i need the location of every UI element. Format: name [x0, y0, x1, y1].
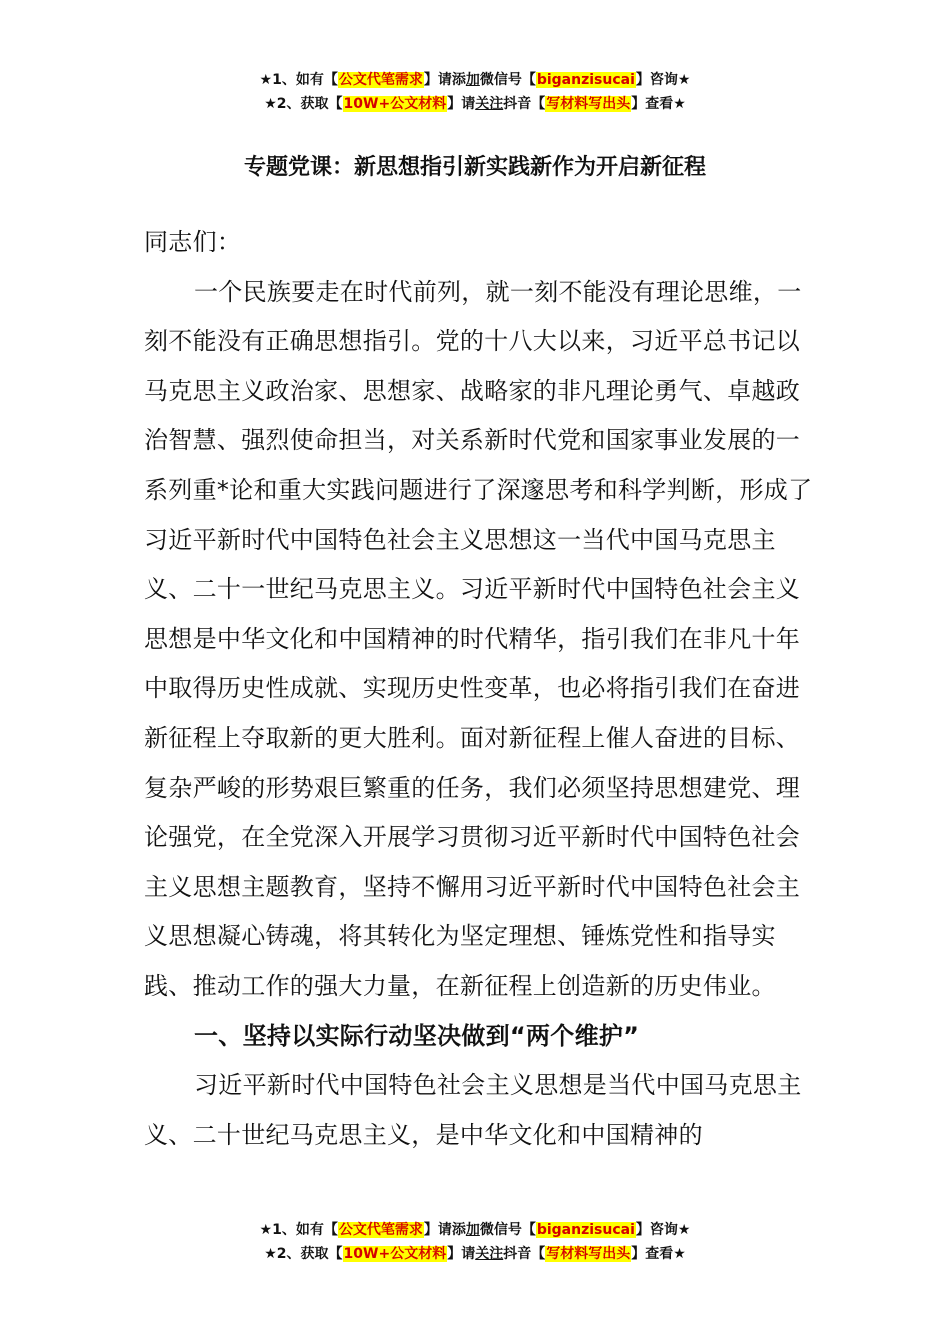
banner-line-1: ★1、如有【公文代笔需求】请添加微信号【biganzisucai】咨询★ — [259, 1222, 691, 1238]
banner-line-1: ★1、如有【公文代笔需求】请添加微信号【biganzisucai】咨询★ — [259, 72, 691, 88]
highlight-douyin: 写材料写出头 — [546, 1246, 631, 1262]
header-banner — [0, 68, 950, 116]
star-icon: ★ — [259, 72, 273, 88]
paragraph: 一个民族要走在时代前列，就一刻不能没有理论思维，一刻不能没有正确思想指引。党的十八大以来，习近平总书记以马克思主义政治家、思想家、战略家的非凡理论勇气、卓越政治智慧、强烈使命担当，对关系新时代党和国家事业发展的一系列重*论和重大实践问题进行了深邃思考和科学判断，形成了习近平新时代中国特色社会主义思想这一当代中国马克思主义、二十一世纪马克思主义。习近平新时代中国特色社会主义思想是中华文化和中国精神的时代精华，指引我们在非凡十年中取得历史性成就、实现历史性变革，也必将指引我们在奋进新征程上夺取新的更大胜利。面对新征程上催人奋进的目标、复杂严峻的形势艰巨繁重的任务，我们必须坚持思想建党、理论强党，在全党深入开展学习贯彻习近平新时代中国特色社会主义思想主题教育，坚持不懈用习近平新时代中国特色社会主义思想凝心铸魂，将其转化为坚定理想、锤炼党性和指导实践、推动工作的强大力量，在新征程上创造新的历史伟业。 — [144, 277, 813, 1000]
highlight-service: 公文代笔需求 — [338, 72, 423, 88]
banner-line-2: ★2、获取【10W+公文材料】请关注抖音【写材料写出头】查看★ — [264, 96, 686, 112]
document-title: 专题党课：新思想指引新实践新作为开启新征程 — [243, 155, 706, 180]
section-heading: 一、坚持以实际行动坚决做到“两个维护” — [194, 1021, 640, 1050]
salutation: 同志们： — [144, 228, 242, 256]
highlight-materials: 10W+公文材料 — [343, 1246, 447, 1262]
footer-banner — [0, 1218, 950, 1266]
highlight-materials: 10W+公文材料 — [343, 96, 447, 112]
star-icon: ★ — [259, 1222, 273, 1238]
document-body — [144, 218, 814, 1160]
highlight-service: 公文代笔需求 — [338, 1222, 423, 1238]
highlight-douyin: 写材料写出头 — [546, 96, 631, 112]
banner-line-2: ★2、获取【10W+公文材料】请关注抖音【写材料写出头】查看★ — [264, 1246, 686, 1262]
star-icon: ★ — [264, 1246, 277, 1262]
paragraph: 习近平新时代中国特色社会主义思想是当代中国马克思主义、二十世纪马克思主义，是中华文化和中国精神的 — [144, 1071, 802, 1149]
highlight-wechat-id: biganzisucai — [536, 72, 635, 88]
star-icon: ★ — [264, 96, 277, 112]
highlight-wechat-id: biganzisucai — [536, 1222, 635, 1238]
